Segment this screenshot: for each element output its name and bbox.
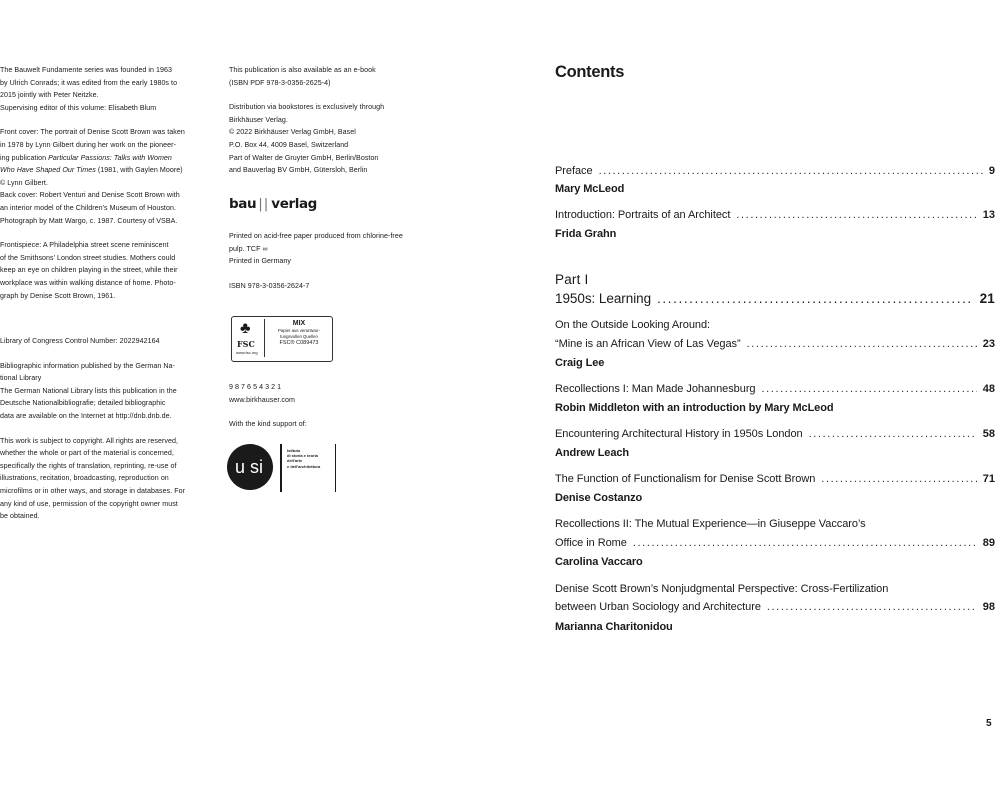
toc-author: Andrew Leach: [555, 447, 629, 459]
front-cover-credit-1: Front cover: The portrait of Denise Scott Brown was taken: [0, 128, 185, 137]
toc-page: 48: [982, 383, 995, 395]
toc-essay-4[interactable]: [555, 472, 995, 486]
toc-essay-3[interactable]: [555, 427, 995, 441]
usi-institute: [287, 448, 335, 469]
frontispiece-5: graph by Denise Scott Brown, 1961.: [0, 291, 116, 300]
fsc-name: FSC: [237, 339, 255, 349]
toc-introduction[interactable]: [555, 208, 995, 222]
fsc-sub-2: tungsvollen Quellen: [280, 333, 318, 339]
publisher-website: www.birkhauser.com: [229, 395, 295, 404]
toc-page: 89: [982, 537, 995, 549]
toc-essay-5[interactable]: [555, 536, 995, 550]
toc-page: 9: [988, 165, 995, 177]
toc-page: 71: [982, 473, 995, 485]
paper-3: Printed in Germany: [229, 257, 292, 266]
copyright-4: illustrations, recitation, broadcasting, reproduction on: [0, 474, 169, 483]
copyright-6: any kind of use, permission of the copyright owner must: [0, 499, 178, 508]
front-cover-copyright: © Lynn Gilbert.: [0, 178, 48, 187]
toc-title: Office in Rome: [555, 537, 627, 549]
toc-title: between Urban Sociology and Architecture: [555, 601, 761, 613]
toc-title: 1950s: Learning: [555, 291, 652, 306]
distribution-3: © 2022 Birkhäuser Verlag GmbH, Basel: [229, 128, 356, 137]
distribution-5: Part of Walter de Gruyter GmbH, Berlin/Boston: [229, 153, 379, 162]
paper-note: [229, 230, 439, 292]
fsc-code: FSC® C089473: [279, 340, 319, 346]
copyright-3: specifically the rights of translation, reprinting, re-use of: [0, 461, 177, 470]
page-number: 5: [986, 718, 992, 729]
series-note-3: 2015 jointly with Peter Neitzke.: [0, 91, 99, 100]
fsc-mix: MIX: [292, 320, 306, 327]
biblio-4: Deutsche Nationalbibliografie; detailed bibliographic: [0, 399, 166, 408]
paper-2: pulp. TCF ∞: [229, 244, 268, 253]
series-note-2: by Ulrich Conrads; it was edited from the early 1980s to: [0, 78, 178, 87]
print-info: [229, 381, 439, 431]
toc-author: Frida Grahn: [555, 228, 617, 240]
biblio-3: The German National Library lists this publication in the: [0, 386, 177, 395]
usi-logo: [227, 444, 337, 496]
paper-1: Printed on acid-free paper produced from chlorine-free: [229, 232, 403, 240]
ebook-2: (ISBN PDF 978-3-0356-2625-4): [229, 78, 331, 87]
toc-page: 98: [982, 601, 995, 613]
toc-page: 21: [979, 291, 995, 306]
front-cover-credit-2: in 1978 by Lynn Gilbert during her work on the pioneer-: [0, 140, 176, 149]
copyright-1: This work is subject to copyright. All rights are reserved,: [0, 436, 178, 445]
toc-title: Preface: [555, 165, 593, 177]
front-cover-text-2: (1981, with Gaylen Moore): [95, 166, 183, 175]
back-cover-credit-2: an interior model of the Children's Museum of Houston.: [0, 203, 176, 212]
usi-divider-2: [335, 444, 336, 492]
distribution-1: Distribution via bookstores is exclusively through: [229, 103, 385, 112]
isbn-print: ISBN 978-3-0356-2624-7: [229, 281, 310, 290]
fsc-mark: [234, 319, 265, 357]
usi-text-3: dell'arte: [287, 458, 303, 464]
usi-letters: u si: [235, 457, 264, 477]
toc-essay-6[interactable]: [555, 600, 995, 614]
toc-page: 58: [982, 428, 995, 440]
toc-part-1[interactable]: [555, 291, 995, 307]
toc-essay-2[interactable]: [555, 382, 995, 396]
toc-title: “Mine is an African View of Las Vegas”: [555, 338, 741, 350]
frontispiece-3: keep an eye on children playing in the street, while their: [0, 266, 178, 275]
front-cover-credit-3: [0, 152, 213, 165]
contents-title: Contents: [555, 63, 625, 81]
loc-number: Library of Congress Control Number: 2022942164: [0, 337, 160, 346]
usi-text-2: di storia e teoria: [287, 453, 318, 459]
biblio-2: tional Library: [0, 374, 42, 383]
toc-author: Robin Middleton with an introduction by Mary McLeod: [555, 402, 834, 414]
tree-icon: ♣: [240, 320, 251, 337]
toc-title-line[interactable]: Denise Scott Brown’s Nonjudgmental Perspective: Cross-Fertilization: [555, 583, 889, 595]
distribution-4: P.O. Box 44, 4009 Basel, Switzerland: [229, 140, 349, 149]
copyright-7: be obtained.: [0, 512, 40, 521]
usi-text-1: Istituto: [287, 448, 301, 453]
toc-page: 23: [982, 338, 995, 350]
ebook-1: This publication is also available as an e-book: [229, 66, 376, 74]
imprint-column-left: [0, 64, 213, 523]
copyright-2: whether the whole or part of the material is concerned,: [0, 449, 174, 458]
fsc-logo: [231, 316, 333, 362]
toc-title-line[interactable]: Recollections II: The Mutual Experience—in Giuseppe Vaccaro’s: [555, 518, 866, 530]
back-cover-credit-1: Back cover: Robert Venturi and Denise Scott Brown with: [0, 191, 180, 200]
frontispiece-1: Frontispiece: A Philadelphia street scene reminiscent: [0, 241, 169, 250]
print-run: 9 8 7 6 5 4 3 2 1: [229, 383, 282, 391]
biblio-5: data are available on the Internet at http://dnb.dnb.de.: [0, 412, 172, 421]
usi-circle: [227, 444, 273, 490]
book-title-italic-2: Who Have Shaped Our Times: [0, 166, 96, 175]
toc-page: 13: [982, 209, 995, 221]
frontispiece-2: of the Smithsons' London street studies. Mothers could: [0, 253, 176, 262]
toc-title: The Function of Functionalism for Denise Scott Brown: [555, 473, 816, 485]
book-title-italic: Particular Passions: Talks with Women: [48, 153, 172, 162]
logo-bars: ||: [258, 196, 270, 212]
toc-title-line[interactable]: On the Outside Looking Around:: [555, 319, 711, 331]
frontispiece-4: workplace was within walking distance of home. Photo-: [0, 278, 176, 287]
supervising-editor: Supervising editor of this volume: Elisabeth Blum: [0, 103, 157, 112]
usi-text-4: e dell'architettura: [287, 463, 321, 469]
copyright-5: microfilms or in other ways, and storage in databases. For: [0, 487, 186, 496]
logo-bau-text: bau: [229, 196, 257, 212]
fsc-url: www.fsc.org: [236, 350, 258, 355]
distribution-6: and Bauverlag BV GmbH, Gütersloh, Berlin: [229, 166, 368, 175]
imprint-column-right: [229, 64, 439, 177]
toc-essay-1[interactable]: [555, 337, 995, 351]
fsc-sub-1: Papier aus verantwor-: [277, 328, 321, 333]
distribution-2: Birkhäuser Verlag.: [229, 115, 288, 124]
toc-author: Mary McLeod: [555, 183, 625, 195]
toc-author: Carolina Vaccaro: [555, 556, 643, 568]
biblio-1: Bibliographic information published by the German Na-: [0, 361, 175, 370]
toc-preface[interactable]: [555, 164, 995, 178]
fsc-details: [268, 319, 330, 348]
support-note: With the kind support of:: [229, 420, 307, 429]
bauverlag-logo: [229, 196, 317, 212]
toc-author: Marianna Charitonidou: [555, 621, 673, 633]
toc-title: Encountering Architectural History in 1950s London: [555, 428, 803, 440]
front-cover-text: ing publication: [0, 153, 49, 162]
usi-divider: [280, 444, 282, 492]
series-note-1: The Bauwelt Fundamente series was founded in 1963: [0, 66, 173, 74]
logo-verlag-text: verlag: [271, 196, 317, 212]
front-cover-credit-4: [0, 164, 213, 177]
toc-author: Craig Lee: [555, 357, 605, 369]
toc-title: Introduction: Portraits of an Architect: [555, 209, 731, 221]
toc-author: Denise Costanzo: [555, 492, 643, 504]
toc-title: Recollections I: Man Made Johannesburg: [555, 383, 756, 395]
back-cover-credit-3: Photograph by Matt Wargo, c. 1987. Courtesy of VSBA.: [0, 216, 178, 225]
part-label: Part I: [555, 272, 589, 287]
